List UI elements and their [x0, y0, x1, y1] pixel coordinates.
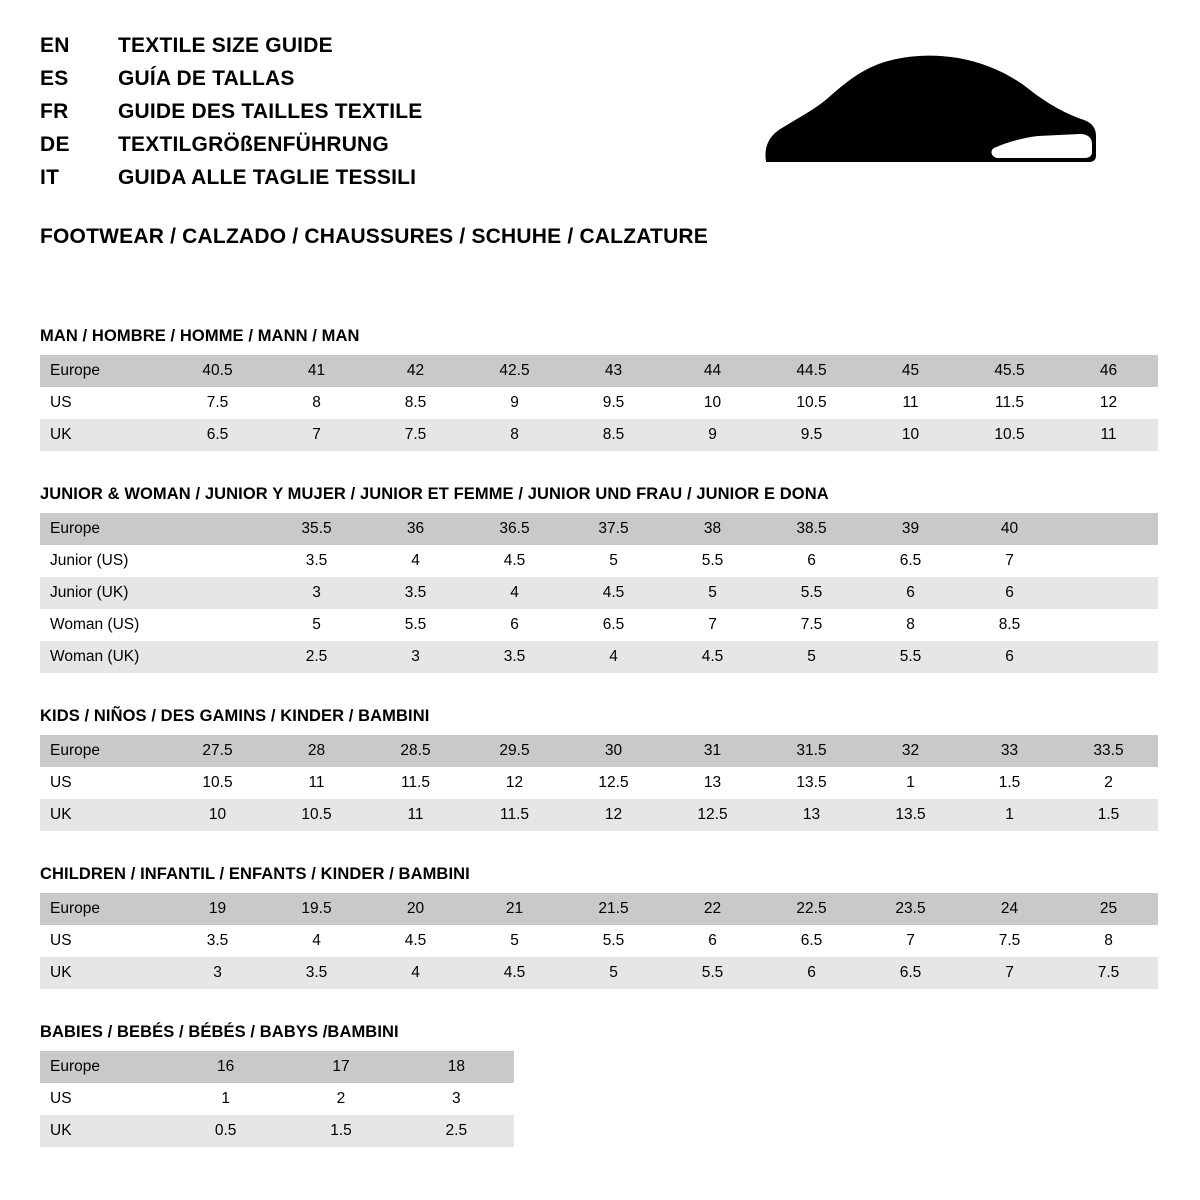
- cell: 35.5: [267, 513, 366, 545]
- cell: 3: [168, 957, 267, 989]
- cell: 13: [762, 799, 861, 831]
- cell: 5: [564, 545, 663, 577]
- row-label: US: [40, 387, 168, 419]
- table-row: [40, 957, 1158, 989]
- cell: 5.5: [663, 957, 762, 989]
- row-label: UK: [40, 957, 168, 989]
- cell: 10.5: [960, 419, 1059, 451]
- cell: [168, 545, 267, 577]
- row-label: Europe: [40, 735, 168, 767]
- section-title: KIDS / NIÑOS / DES GAMINS / KINDER / BAMBINI: [40, 707, 430, 725]
- cell: 7: [960, 957, 1059, 989]
- cell: 42: [366, 355, 465, 387]
- row-label: Europe: [40, 355, 168, 387]
- cell: 37.5: [564, 513, 663, 545]
- size-table-children: [40, 893, 1158, 989]
- cell: 13: [663, 767, 762, 799]
- cell: 23.5: [861, 893, 960, 925]
- cell: 10.5: [168, 767, 267, 799]
- cell: 7.5: [762, 609, 861, 641]
- cell: 4: [366, 957, 465, 989]
- section-man: [40, 327, 1160, 451]
- cell: 1: [960, 799, 1059, 831]
- cell: 7.5: [168, 387, 267, 419]
- cell: 11: [366, 799, 465, 831]
- section-junior-woman: [40, 485, 1160, 673]
- cell: 12: [564, 799, 663, 831]
- cell: 31: [663, 735, 762, 767]
- cell: 6: [960, 577, 1059, 609]
- cell: 7: [960, 545, 1059, 577]
- row-label: Europe: [40, 513, 168, 545]
- cell: 21.5: [564, 893, 663, 925]
- cell: 2: [283, 1083, 398, 1115]
- cell: 3: [399, 1083, 514, 1115]
- cell: 6: [663, 925, 762, 957]
- row-label: UK: [40, 799, 168, 831]
- cell: [1059, 545, 1158, 577]
- cell: 6: [762, 545, 861, 577]
- cell: 6: [861, 577, 960, 609]
- table-row: [40, 799, 1158, 831]
- table-row: [40, 641, 1158, 673]
- cell: 36.5: [465, 513, 564, 545]
- cell: 22: [663, 893, 762, 925]
- cell: 45.5: [960, 355, 1059, 387]
- cell: 19: [168, 893, 267, 925]
- cell: 7.5: [366, 419, 465, 451]
- language-row: [40, 100, 422, 133]
- row-label: Europe: [40, 1051, 168, 1083]
- cell: 4: [564, 641, 663, 673]
- cell: 6: [762, 957, 861, 989]
- table-row: [40, 577, 1158, 609]
- cell: 11.5: [465, 799, 564, 831]
- cell: 10: [663, 387, 762, 419]
- cell: 3.5: [366, 577, 465, 609]
- cell: 33: [960, 735, 1059, 767]
- cell: 1.5: [960, 767, 1059, 799]
- language-title: TEXTILE SIZE GUIDE: [118, 34, 333, 57]
- cell: 11: [267, 767, 366, 799]
- cell: 38.5: [762, 513, 861, 545]
- cell: [168, 577, 267, 609]
- cell: [1059, 513, 1158, 545]
- size-table-man: [40, 355, 1158, 451]
- cell: 43: [564, 355, 663, 387]
- cell: 20: [366, 893, 465, 925]
- row-label: Woman (US): [40, 609, 168, 641]
- cell: 1.5: [1059, 799, 1158, 831]
- cell: 1: [861, 767, 960, 799]
- section-title: BABIES / BEBÉS / BÉBÉS / BABYS /BAMBINI: [40, 1023, 399, 1041]
- cell: 6.5: [168, 419, 267, 451]
- cell: 8.5: [960, 609, 1059, 641]
- cell: 8: [465, 419, 564, 451]
- dress-shoe-icon: [758, 52, 1118, 177]
- row-label: Junior (US): [40, 545, 168, 577]
- cell: 29.5: [465, 735, 564, 767]
- language-row: [40, 34, 422, 67]
- cell: [168, 641, 267, 673]
- cell: 1: [168, 1083, 283, 1115]
- row-label: US: [40, 1083, 168, 1115]
- cell: 4.5: [465, 545, 564, 577]
- cell: 8.5: [366, 387, 465, 419]
- cell: 9: [465, 387, 564, 419]
- cell: 12.5: [663, 799, 762, 831]
- section-babies: [40, 1023, 1160, 1147]
- cell: 27.5: [168, 735, 267, 767]
- cell: 32: [861, 735, 960, 767]
- table-row: [40, 545, 1158, 577]
- cell: [1059, 641, 1158, 673]
- language-code: ES: [40, 67, 69, 90]
- cell: 4: [465, 577, 564, 609]
- row-label: Europe: [40, 893, 168, 925]
- cell: 7.5: [960, 925, 1059, 957]
- cell: 33.5: [1059, 735, 1158, 767]
- cell: 5.5: [762, 577, 861, 609]
- cell: 41: [267, 355, 366, 387]
- cell: 4.5: [366, 925, 465, 957]
- cell: 8: [1059, 925, 1158, 957]
- cell: 25: [1059, 893, 1158, 925]
- cell: 11.5: [960, 387, 1059, 419]
- cell: 6.5: [762, 925, 861, 957]
- cell: 5: [465, 925, 564, 957]
- table-row: [40, 735, 1158, 767]
- row-label: Junior (UK): [40, 577, 168, 609]
- language-code: IT: [40, 166, 60, 189]
- cell: 5: [564, 957, 663, 989]
- cell: 12.5: [564, 767, 663, 799]
- cell: 5.5: [366, 609, 465, 641]
- row-label: US: [40, 767, 168, 799]
- row-label: UK: [40, 419, 168, 451]
- cell: 0.5: [168, 1115, 283, 1147]
- cell: 44.5: [762, 355, 861, 387]
- table-row: [40, 387, 1158, 419]
- cell: 40.5: [168, 355, 267, 387]
- cell: 4.5: [465, 957, 564, 989]
- cell: 11: [1059, 419, 1158, 451]
- cell: 5.5: [564, 925, 663, 957]
- language-code: FR: [40, 100, 69, 123]
- size-table-junior-woman: [40, 513, 1158, 673]
- cell: 45: [861, 355, 960, 387]
- table-row: [40, 1083, 514, 1115]
- language-code: EN: [40, 34, 70, 57]
- section-title: MAN / HOMBRE / HOMME / MANN / MAN: [40, 327, 360, 345]
- cell: 38: [663, 513, 762, 545]
- cell: 5.5: [861, 641, 960, 673]
- language-row: [40, 133, 422, 166]
- table-row: [40, 419, 1158, 451]
- cell: 30: [564, 735, 663, 767]
- cell: 12: [465, 767, 564, 799]
- cell: 9: [663, 419, 762, 451]
- table-row: [40, 609, 1158, 641]
- section-title: CHILDREN / INFANTIL / ENFANTS / KINDER / BAMBINI: [40, 865, 470, 883]
- cell: 22.5: [762, 893, 861, 925]
- section-children: [40, 865, 1160, 989]
- row-label: US: [40, 925, 168, 957]
- cell: 5.5: [663, 545, 762, 577]
- cell: 8.5: [564, 419, 663, 451]
- cell: [1059, 609, 1158, 641]
- cell: 3: [267, 577, 366, 609]
- language-title: GUÍA DE TALLAS: [118, 67, 295, 90]
- size-table-babies: [40, 1051, 514, 1147]
- language-row: [40, 67, 422, 100]
- language-title-list: [40, 34, 422, 199]
- cell: 10: [168, 799, 267, 831]
- size-table-kids: [40, 735, 1158, 831]
- cell: 7.5: [1059, 957, 1158, 989]
- cell: 9.5: [762, 419, 861, 451]
- cell: 6: [960, 641, 1059, 673]
- table-row: [40, 1115, 514, 1147]
- cell: 18: [399, 1051, 514, 1083]
- cell: 16: [168, 1051, 283, 1083]
- cell: 7: [267, 419, 366, 451]
- cell: 10.5: [762, 387, 861, 419]
- cell: 11.5: [366, 767, 465, 799]
- cell: 10: [861, 419, 960, 451]
- header: [40, 34, 1160, 199]
- cell: 8: [861, 609, 960, 641]
- cell: [168, 609, 267, 641]
- cell: [168, 513, 267, 545]
- table-row: [40, 513, 1158, 545]
- cell: 5: [663, 577, 762, 609]
- cell: 4: [366, 545, 465, 577]
- cell: 6.5: [861, 957, 960, 989]
- cell: 4.5: [663, 641, 762, 673]
- cell: 39: [861, 513, 960, 545]
- language-code: DE: [40, 133, 70, 156]
- table-row: [40, 355, 1158, 387]
- cell: [1059, 577, 1158, 609]
- cell: 13.5: [861, 799, 960, 831]
- cell: 4.5: [564, 577, 663, 609]
- cell: 7: [663, 609, 762, 641]
- cell: 44: [663, 355, 762, 387]
- cell: 3: [366, 641, 465, 673]
- cell: 28: [267, 735, 366, 767]
- cell: 3.5: [465, 641, 564, 673]
- table-row: [40, 893, 1158, 925]
- cell: 3.5: [267, 957, 366, 989]
- cell: 12: [1059, 387, 1158, 419]
- row-label: UK: [40, 1115, 168, 1147]
- cell: 6.5: [564, 609, 663, 641]
- cell: 2.5: [267, 641, 366, 673]
- cell: 21: [465, 893, 564, 925]
- cell: 2.5: [399, 1115, 514, 1147]
- cell: 36: [366, 513, 465, 545]
- table-row: [40, 1051, 514, 1083]
- cell: 3.5: [168, 925, 267, 957]
- cell: 17: [283, 1051, 398, 1083]
- table-row: [40, 925, 1158, 957]
- cell: 19.5: [267, 893, 366, 925]
- section-title: JUNIOR & WOMAN / JUNIOR Y MUJER / JUNIOR ET FEMME / JUNIOR UND FRAU / JUNIOR E DONA: [40, 485, 829, 503]
- table-row: [40, 767, 1158, 799]
- cell: 8: [267, 387, 366, 419]
- cell: 9.5: [564, 387, 663, 419]
- language-title: TEXTILGRÖßENFÜHRUNG: [118, 133, 389, 156]
- cell: 4: [267, 925, 366, 957]
- cell: 42.5: [465, 355, 564, 387]
- cell: 10.5: [267, 799, 366, 831]
- cell: 5: [762, 641, 861, 673]
- cell: 7: [861, 925, 960, 957]
- row-label: Woman (UK): [40, 641, 168, 673]
- cell: 3.5: [267, 545, 366, 577]
- cell: 46: [1059, 355, 1158, 387]
- cell: 11: [861, 387, 960, 419]
- cell: 31.5: [762, 735, 861, 767]
- cell: 2: [1059, 767, 1158, 799]
- cell: 6.5: [861, 545, 960, 577]
- language-title: GUIDA ALLE TAGLIE TESSILI: [118, 166, 417, 189]
- cell: 1.5: [283, 1115, 398, 1147]
- cell: 28.5: [366, 735, 465, 767]
- cell: 13.5: [762, 767, 861, 799]
- cell: 6: [465, 609, 564, 641]
- cell: 24: [960, 893, 1059, 925]
- language-title: GUIDE DES TAILLES TEXTILE: [118, 100, 423, 123]
- cell: 40: [960, 513, 1059, 545]
- cell: 5: [267, 609, 366, 641]
- category-title: FOOTWEAR / CALZADO / CHAUSSURES / SCHUHE / CALZATURE: [40, 225, 709, 248]
- section-kids: [40, 707, 1160, 831]
- language-row: [40, 166, 422, 199]
